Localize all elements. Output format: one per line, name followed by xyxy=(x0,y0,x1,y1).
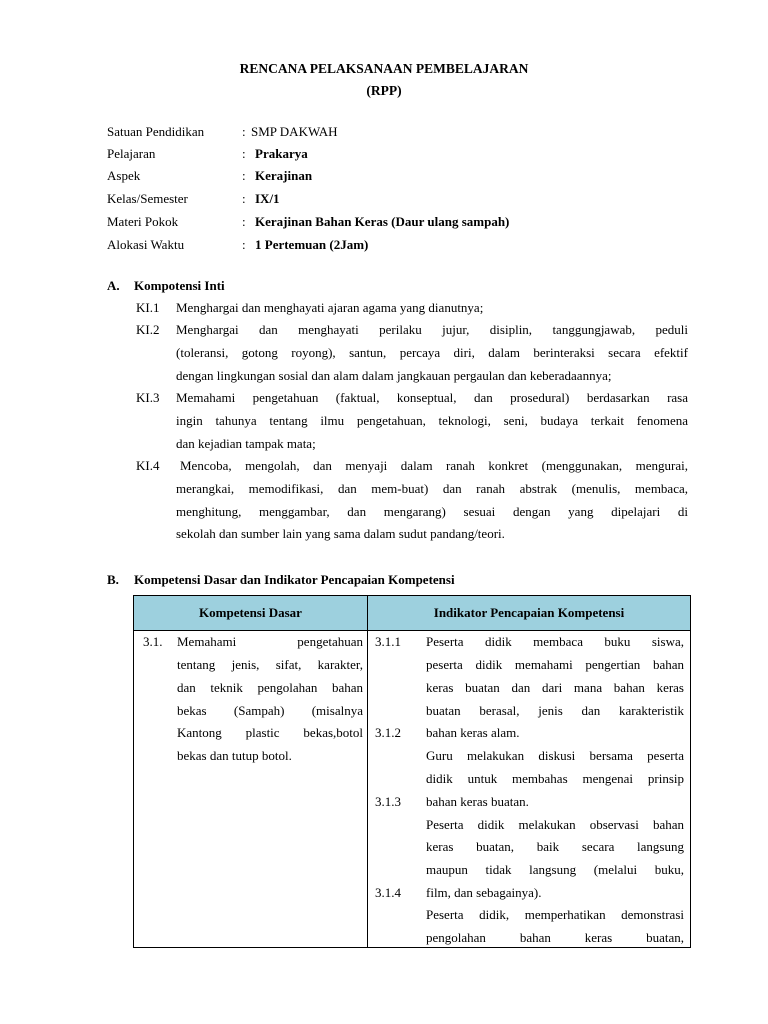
indicator-text-line: Peserta didik, memperhatikan demonstrasi xyxy=(426,907,684,922)
indicator-text-line: didik untuk membahas mengenai prinsip xyxy=(426,771,684,786)
info-label-satuan: Satuan Pendidikan xyxy=(107,124,205,139)
indicator-cell xyxy=(368,631,691,948)
indicator-text-line: bahan keras buatan. xyxy=(426,794,529,809)
ki-text-line: Menghargai dan menghayati perilaku jujur, disiplin, tanggungjawab, peduli xyxy=(176,322,688,337)
ki-text-line: dengan lingkungan sosial dan alam dalam jangkauan pergaulan dan keberadaannya; xyxy=(176,368,612,383)
info-label-kelas: Kelas/Semester xyxy=(107,191,188,206)
info-colon: : xyxy=(242,214,246,229)
info-label-pelajaran: Pelajaran xyxy=(107,146,156,161)
kd-text-line: bekas (Sampah) (misalnya xyxy=(177,703,363,718)
info-label-alokasi: Alokasi Waktu xyxy=(107,237,185,252)
kd-number: 3.1. xyxy=(143,634,163,649)
info-colon: : xyxy=(242,168,246,183)
info-value-alokasi: 1 Pertemuan (2Jam) xyxy=(255,237,369,252)
ki-text-line: menghitung, menggambar, dan mengarang) sesuai dengan yang dipelajari di xyxy=(176,504,688,519)
section-a-letter: A. xyxy=(107,278,120,293)
ki-number: KI.4 xyxy=(136,458,160,473)
table-header-indikator: Indikator Pencapaian Kompetensi xyxy=(368,596,691,631)
indicator-text-line: keras buatan dan dari mana bahan keras xyxy=(426,680,684,695)
kd-cell xyxy=(134,631,368,948)
ki-text-line: merangkai, memodifikasi, dan mem-buat) dan ranah abstrak (menulis, membaca, xyxy=(176,481,688,496)
ki-number: KI.1 xyxy=(136,300,160,315)
section-b-title: Kompetensi Dasar dan Indikator Pencapaian Kompetensi xyxy=(134,572,455,587)
indicator-number: 3.1.1 xyxy=(375,634,401,649)
section-b-letter: B. xyxy=(107,572,119,587)
indicator-text-line: pengolahan bahan keras buatan, xyxy=(426,930,684,945)
kd-text-line: dan teknik pengolahan bahan xyxy=(177,680,363,695)
competency-table xyxy=(133,595,691,948)
ki-text-line: Memahami pengetahuan (faktual, konseptual, dan prosedural) berdasarkan rasa xyxy=(176,390,688,405)
ki-text-line: (toleransi, gotong royong), santun, percaya diri, dalam berinteraksi secara efektif xyxy=(176,345,688,360)
ki-text-line: dan kejadian tampak mata; xyxy=(176,436,316,451)
indicator-text-line: buatan berasal, jenis dan karakteristik xyxy=(426,703,684,718)
indicator-number: 3.1.2 xyxy=(375,725,401,740)
kd-text-line: Memahami pengetahuan xyxy=(177,634,363,649)
ki-text-line: Menghargai dan menghayati ajaran agama yang dianutnya; xyxy=(176,300,484,315)
ki-text-line: ingin tahunya tentang ilmu pengetahuan, teknologi, seni, budaya terkait fenomena xyxy=(176,413,688,428)
indicator-text-line: peserta didik memahami pengertian bahan xyxy=(426,657,684,672)
indicator-text-line: Peserta didik melakukan observasi bahan xyxy=(426,817,684,832)
info-value-kelas: IX/1 xyxy=(255,191,280,206)
info-colon: : xyxy=(242,146,246,161)
section-a-title: Kompotensi Inti xyxy=(134,278,225,293)
ki-number: KI.3 xyxy=(136,390,160,405)
kd-text-line: Kantong plastic bekas,botol xyxy=(177,725,363,740)
info-colon: : xyxy=(242,237,246,252)
ki-text-line: Mencoba, mengolah, dan menyaji dalam ranah konkret (menggunakan, mengurai, xyxy=(180,458,688,473)
info-value-pelajaran: Prakarya xyxy=(255,146,308,161)
indicator-number: 3.1.4 xyxy=(375,885,401,900)
indicator-text-line: Guru melakukan diskusi bersama peserta xyxy=(426,748,684,763)
indicator-text-line: maupun tidak langsung (melalui buku, xyxy=(426,862,684,877)
ki-number: KI.2 xyxy=(136,322,160,337)
ki-text-line: sekolah dan sumber lain yang sama dalam sudut pandang/teori. xyxy=(176,526,505,541)
info-label-aspek: Aspek xyxy=(107,168,141,183)
indicator-text-line: film, dan sebagainya). xyxy=(426,885,542,900)
info-value-aspek: Kerajinan xyxy=(255,168,313,183)
kd-text-line: bekas dan tutup botol. xyxy=(177,748,292,763)
indicator-text-line: bahan keras alam. xyxy=(426,725,520,740)
indicator-text-line: keras buatan, baik secara langsung xyxy=(426,839,684,854)
indicator-text-line: Peserta didik membaca buku siswa, xyxy=(426,634,684,649)
indicator-number: 3.1.3 xyxy=(375,794,401,809)
info-colon: : xyxy=(242,124,246,139)
document-subtitle: (RPP) xyxy=(366,83,402,98)
info-label-materi: Materi Pokok xyxy=(107,214,179,229)
document-title: RENCANA PELAKSANAAN PEMBELAJARAN xyxy=(239,61,529,76)
info-value-materi: Kerajinan Bahan Keras (Daur ulang sampah) xyxy=(255,214,510,229)
table-header-kompetensi-dasar: Kompetensi Dasar xyxy=(134,596,368,631)
info-value-satuan: SMP DAKWAH xyxy=(251,124,338,139)
info-colon: : xyxy=(242,191,246,206)
kd-text-line: tentang jenis, sifat, karakter, xyxy=(177,657,363,672)
